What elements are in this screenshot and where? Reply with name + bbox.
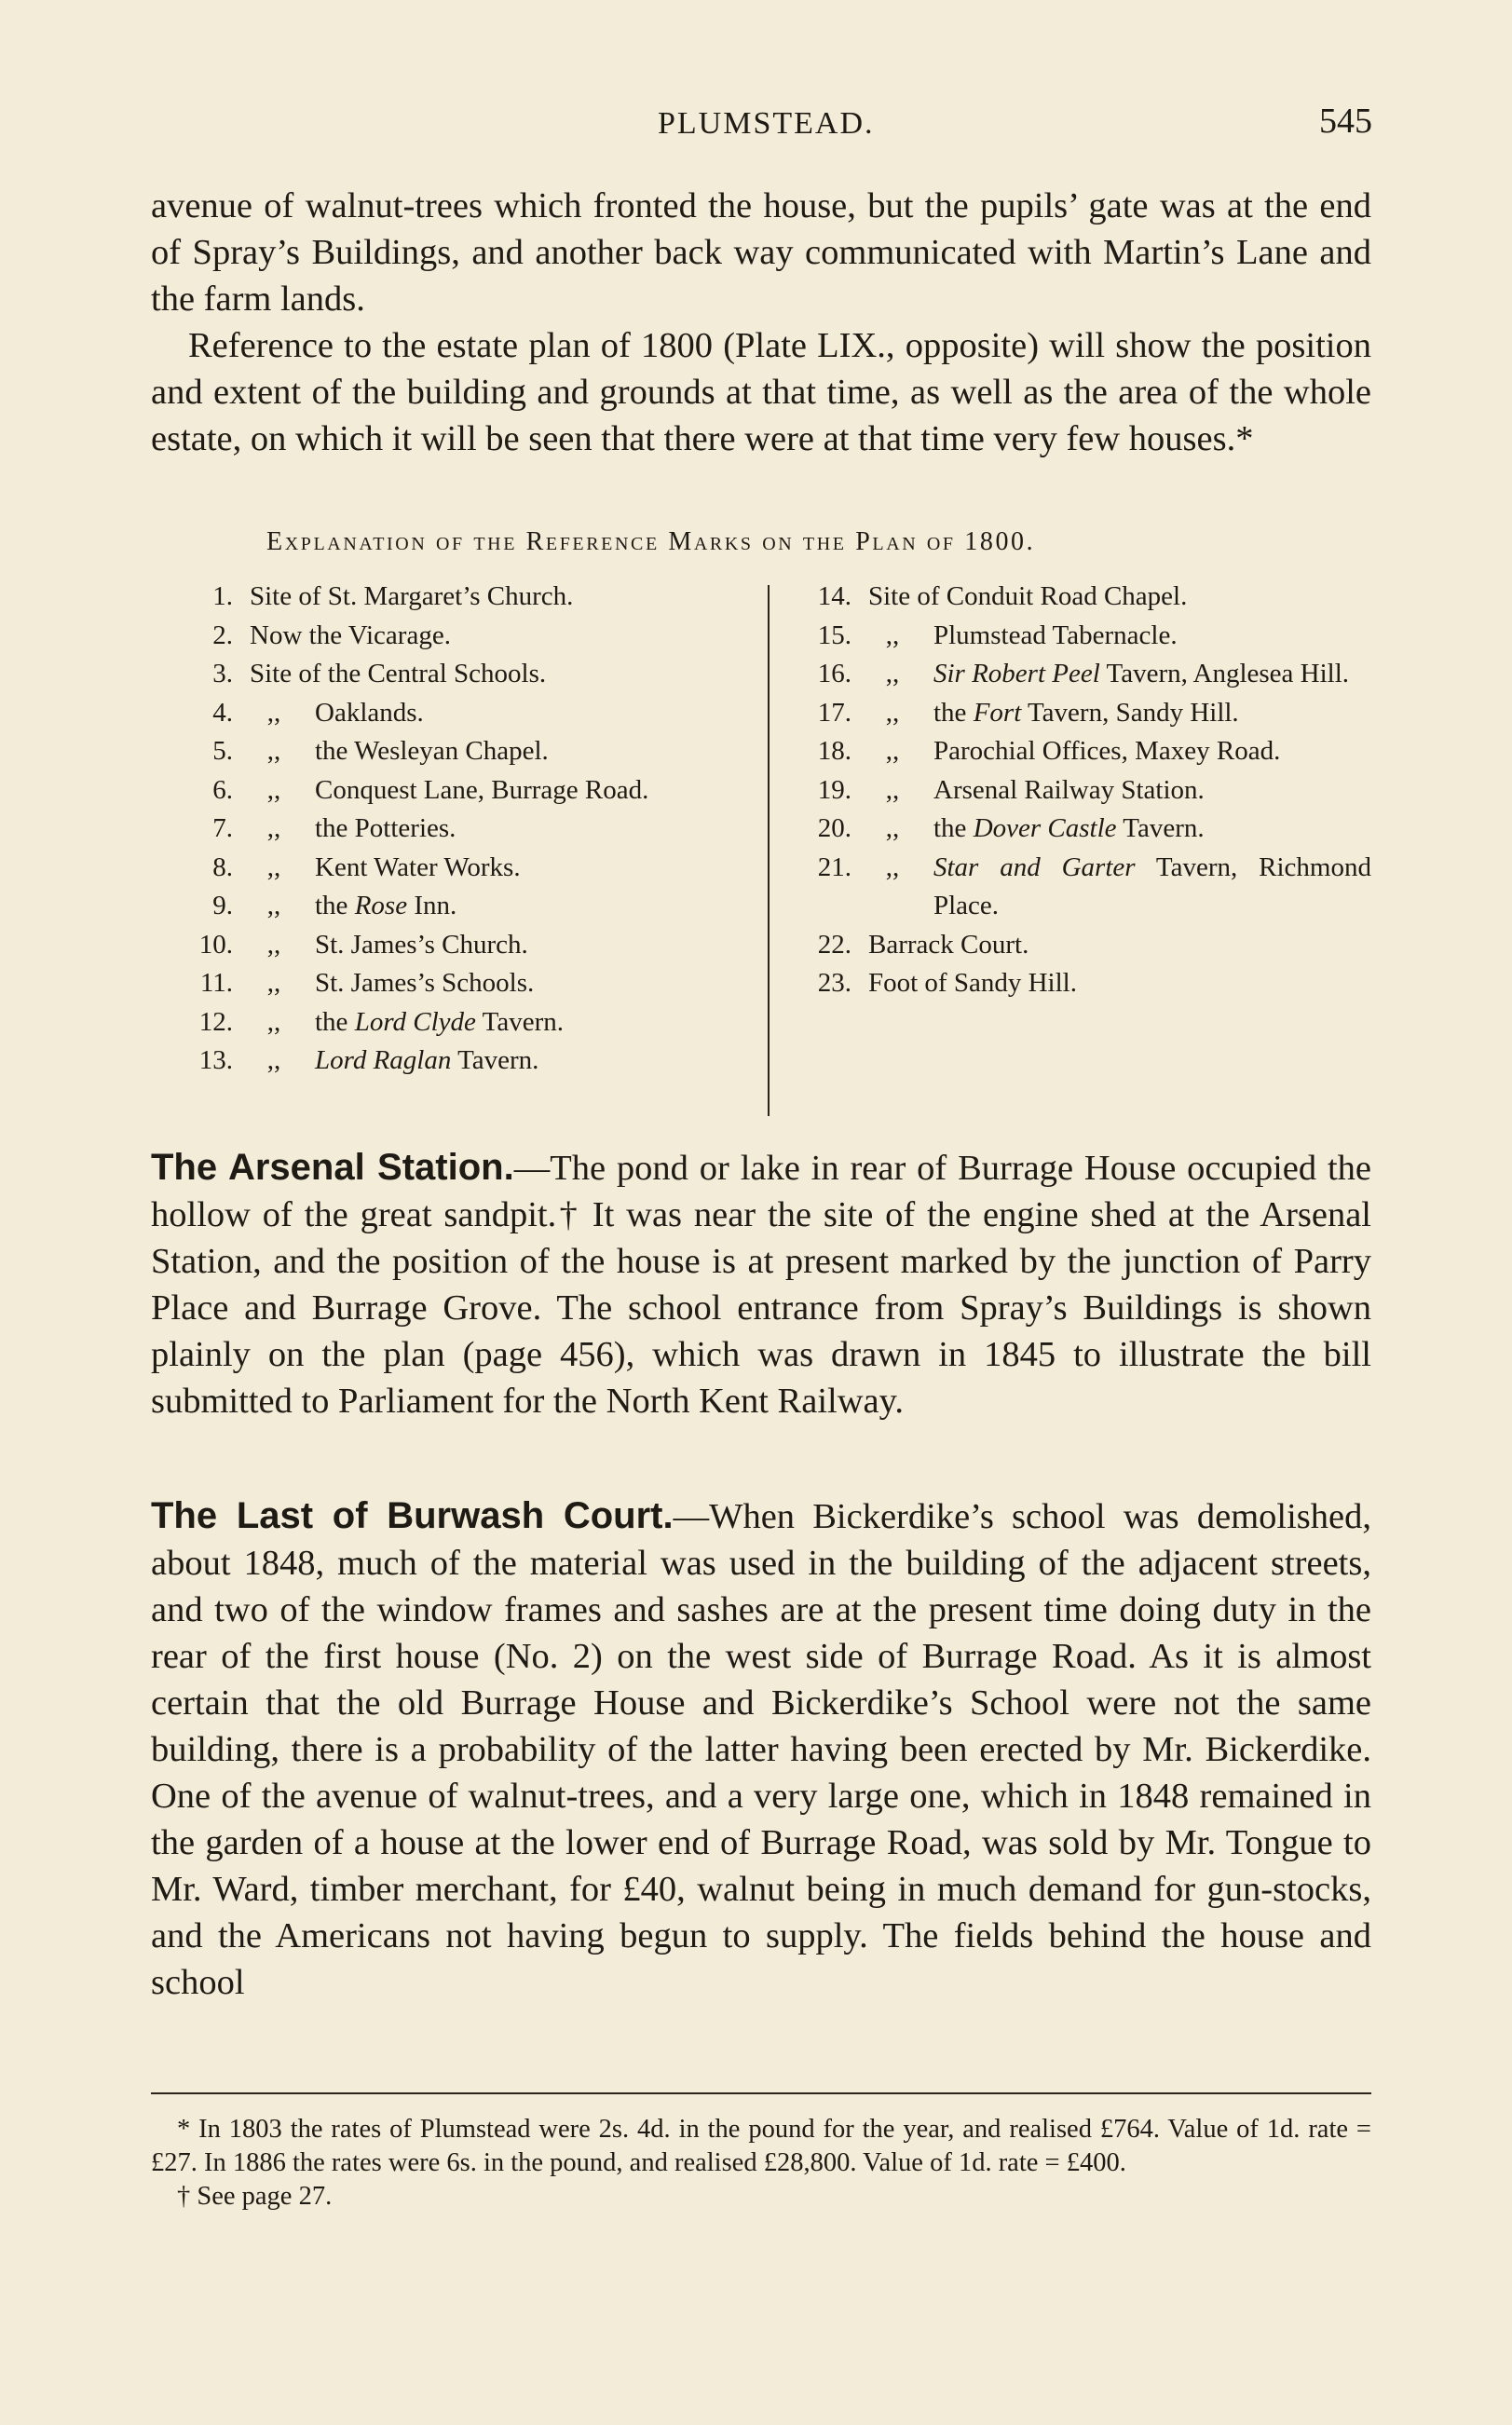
- reference-row: [186, 849, 745, 888]
- reference-text-pre: the: [933, 697, 974, 728]
- reference-number: 3.: [212, 659, 233, 688]
- reference-text-italic: Star and Garter: [933, 851, 1136, 882]
- reference-row: [186, 810, 745, 849]
- reference-text-italic: Lord Clyde: [354, 1006, 476, 1037]
- reference-text: Parochial Offices, Maxey Road.: [933, 736, 1281, 766]
- reference-row: [805, 694, 1371, 733]
- ditto-mark: ,,: [266, 774, 281, 805]
- reference-text: Now the Vicarage.: [250, 620, 451, 650]
- ditto-mark: ,,: [885, 851, 900, 882]
- reference-number: 11.: [199, 968, 233, 998]
- reference-table: [186, 578, 1371, 1118]
- reference-text-italic: Lord Raglan: [315, 1045, 452, 1075]
- section-title-burwash: The Last of Burwash Court.: [151, 1495, 674, 1536]
- reference-text: Kent Water Works.: [315, 851, 521, 882]
- reference-text: [933, 849, 1371, 926]
- reference-paragraph: [151, 322, 1371, 462]
- reference-number: 18.: [817, 736, 851, 766]
- footnotes: [151, 2113, 1371, 2214]
- reference-text: Plumstead Tabernacle.: [933, 620, 1178, 650]
- reference-text-post: Tavern.: [1116, 813, 1205, 843]
- reference-row: [186, 1003, 745, 1042]
- reference-column-right: [805, 578, 1371, 1003]
- reference-number: 19.: [817, 774, 851, 805]
- reference-row: [805, 849, 1371, 926]
- reference-text: Oaklands.: [315, 697, 424, 728]
- reference-row: [186, 964, 745, 1003]
- section-arsenal: [151, 1144, 1371, 1424]
- reference-number: 15.: [817, 620, 851, 650]
- reference-text-italic: Dover Castle: [973, 813, 1117, 843]
- reference-text: the Potteries.: [315, 813, 456, 843]
- reference-text-pre: the: [315, 891, 355, 920]
- ditto-mark: ,,: [266, 968, 281, 998]
- reference-text: Site of Conduit Road Chapel.: [868, 581, 1188, 611]
- reference-row: [186, 1042, 745, 1081]
- ditto-mark: ,,: [266, 851, 281, 882]
- reference-column-left: [186, 578, 745, 1081]
- reference-row: [805, 655, 1371, 694]
- reference-text: [933, 655, 1371, 694]
- reference-row: [805, 771, 1371, 811]
- reference-text-italic: Fort: [973, 697, 1022, 728]
- ditto-mark: ,,: [885, 659, 900, 688]
- reference-number: 6.: [212, 774, 233, 805]
- reference-text: Site of the Central Schools.: [250, 659, 547, 688]
- reference-row: [805, 926, 1371, 965]
- reference-text-post: Tavern, Sandy Hill.: [1021, 697, 1239, 728]
- reference-row: [186, 771, 745, 811]
- reference-text: the Wesleyan Chapel.: [315, 736, 549, 766]
- running-head: PLUMSTEAD.: [658, 106, 875, 141]
- footnote-rule: [151, 2092, 1371, 2094]
- ditto-mark: ,,: [266, 891, 281, 920]
- reference-text: St. James’s Church.: [315, 929, 528, 960]
- ditto-mark: ,,: [266, 697, 281, 728]
- reference-number: 1.: [212, 581, 233, 611]
- reference-number: 21.: [817, 851, 851, 882]
- reference-row: [186, 887, 745, 926]
- reference-text: St. James’s Schools.: [315, 968, 535, 998]
- footnote-1: * In 1803 the rates of Plumstead were 2s. 4d. in the pound for the year, and realised £764. Value of 1d. rate = £27. In 1886 the rates were 6s. in the pound, and realised £28,800. Value of 1d. rate = £400.: [151, 2115, 1371, 2177]
- reference-text: [315, 887, 745, 926]
- reference-number: 5.: [212, 736, 233, 766]
- reference-number: 12.: [198, 1006, 233, 1037]
- reference-row: [186, 732, 745, 771]
- section-text-arsenal: —The pond or lake in rear of Burrage House occupied the hollow of the great sandpit.† It was near the site of the engine shed at the Arsenal Station, and the position of the house is at present marked by the junction of Parry Place and Burrage Grove. The school entrance from Spray’s Buildings is shown plainly on the plan (page 456), which was drawn in 1845 to illustrate the bill submitted to Parliament for the North Kent Railway.: [151, 1149, 1371, 1421]
- ditto-mark: ,,: [266, 813, 281, 843]
- intro-text: avenue of walnut-trees which fronted the house, but the pupils’ gate was at the end of Spray’s Buildings, and another back way communicated with Martin’s Lane and the farm lands.: [151, 186, 1371, 319]
- ditto-mark: ,,: [885, 620, 900, 650]
- reference-text: [933, 810, 1371, 849]
- reference-row: [186, 926, 745, 965]
- reference-text: Foot of Sandy Hill.: [868, 968, 1077, 998]
- reference-number: 20.: [817, 813, 851, 843]
- reference-row: [805, 964, 1371, 1003]
- reference-text-post: Tavern.: [475, 1006, 564, 1037]
- reference-text: Barrack Court.: [868, 929, 1029, 960]
- ditto-mark: ,,: [266, 1006, 281, 1037]
- reference-text: Conquest Lane, Burrage Road.: [315, 774, 649, 805]
- table-title: Explanation of the Reference Marks on the Plan of 1800.: [266, 527, 1036, 556]
- ditto-mark: ,,: [885, 774, 900, 805]
- reference-number: 17.: [817, 697, 851, 728]
- ditto-mark: ,,: [885, 813, 900, 843]
- reference-text-post: Tavern, Anglesea Hill.: [1099, 659, 1350, 688]
- section-title-arsenal: The Arsenal Station.: [151, 1147, 514, 1188]
- reference-row: [186, 655, 745, 694]
- section-text-burwash: —When Bickerdike’s school was demolished, about 1848, much of the material was used in the building of the adjacent streets, and two of the window frames and sashes are at the present time doing duty in the rear of the first house (No. 2) on the west side of Burrage Road. As it is almost certain that the old Burrage House and Bickerdike’s School were not the same building, there is a probability of the latter having been erected by Mr. Bickerdike. One of the avenue of walnut-trees, and a very large one, which in 1848 remained in the garden of a house at the lower end of Burrage Road, was sold by Mr. Tongue to Mr. Ward, timber merchant, for £40, walnut being in much demand for gun-stocks, and the Americans not having begun to supply. The fields behind the house and school: [151, 1497, 1371, 2002]
- ditto-mark: ,,: [885, 736, 900, 766]
- reference-row: [186, 578, 745, 617]
- reference-text-italic: Rose: [354, 891, 408, 920]
- reference-text: [933, 694, 1371, 733]
- reference-row: [186, 617, 745, 656]
- reference-number: 7.: [212, 813, 233, 843]
- reference-row: [805, 578, 1371, 617]
- reference-row: [186, 694, 745, 733]
- column-divider: [768, 585, 770, 1116]
- reference-row: [805, 732, 1371, 771]
- reference-text-post: Tavern.: [451, 1045, 539, 1075]
- reference-row: [805, 617, 1371, 656]
- reference-text: Site of St. Margaret’s Church.: [250, 581, 574, 611]
- intro-paragraph: [151, 183, 1371, 322]
- reference-text-post: Inn.: [407, 891, 457, 920]
- reference-text: Arsenal Railway Station.: [933, 774, 1205, 805]
- reference-text-italic: Sir Robert Peel: [933, 659, 1100, 688]
- ditto-mark: ,,: [266, 1045, 281, 1075]
- reference-text: Reference to the estate plan of 1800 (Plate LIX., opposite) will show the position and extent of the building and grounds at that time, as well as the area of the whole estate, on which it will be seen that there were at that time very few houses.*: [151, 326, 1371, 458]
- reference-text-post: Tavern, Richmond Place.: [933, 851, 1371, 920]
- page-header: [0, 97, 1512, 153]
- reference-number: 13.: [198, 1045, 233, 1075]
- reference-text-pre: the: [933, 813, 974, 843]
- reference-number: 9.: [212, 891, 233, 920]
- reference-text: [315, 1003, 745, 1042]
- reference-text-pre: the: [315, 1006, 355, 1037]
- reference-row: [805, 810, 1371, 849]
- reference-number: 23.: [817, 968, 851, 998]
- reference-text: [315, 1042, 745, 1081]
- ditto-mark: ,,: [885, 697, 900, 728]
- ditto-mark: ,,: [266, 929, 281, 960]
- reference-number: 8.: [212, 851, 233, 882]
- reference-number: 10.: [198, 929, 233, 960]
- footnote-2: † See page 27.: [177, 2182, 333, 2211]
- reference-number: 22.: [817, 929, 851, 960]
- page-number: 545: [1319, 102, 1372, 141]
- reference-number: 14.: [817, 581, 851, 611]
- reference-number: 16.: [817, 659, 851, 688]
- reference-number: 2.: [212, 620, 233, 650]
- ditto-mark: ,,: [266, 736, 281, 766]
- reference-number: 4.: [212, 697, 233, 728]
- section-burwash: [151, 1492, 1371, 2006]
